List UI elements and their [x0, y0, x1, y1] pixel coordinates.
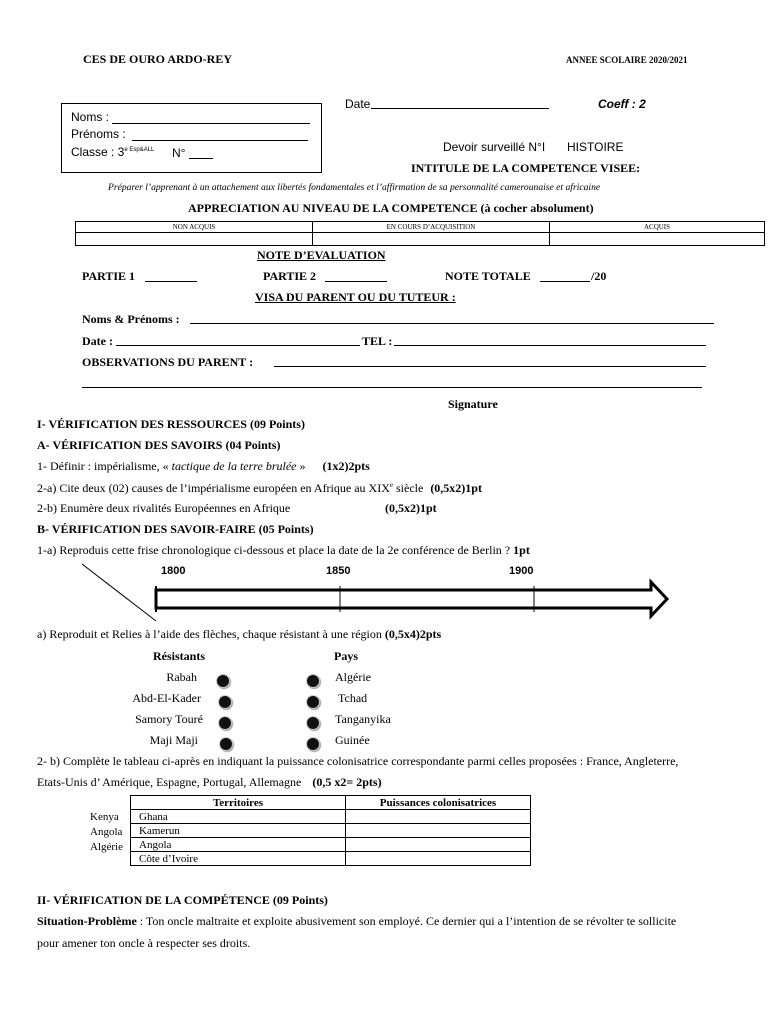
- partie1-label: PARTIE 1: [82, 269, 136, 283]
- resistants-header: Résistants: [153, 649, 206, 663]
- matiere: HISTOIRE: [567, 140, 624, 154]
- answer-ghana[interactable]: [346, 810, 531, 824]
- pays-algerie: Algérie: [335, 670, 371, 684]
- situation-probleme-line1: Situation-Problème : Ton oncle maltraite et exploite abusivement son employé. Ce dernier qui a l’intention de se révolter te sollicite: [37, 914, 677, 928]
- territoire-ghana: Ghana: [131, 810, 346, 824]
- question-2b: 2-b) Enumère deux rivalités Européennes en Afrique: [37, 501, 291, 515]
- school-year: ANNEE SCOLAIRE 2020/2021: [566, 55, 688, 65]
- answer-cote-divoire[interactable]: [346, 852, 531, 866]
- answer-angola[interactable]: [346, 838, 531, 852]
- visa-title: VISA DU PARENT OU DU TUTEUR :: [255, 290, 456, 304]
- partB-title: B- VÉRIFICATION DES SAVOIR-FAIRE (05 Points): [37, 522, 314, 536]
- q2b-instruction-line2: Etats-Unis d’ Amérique, Espagne, Portugal, Allemagne (0,5 x2= 2pts): [37, 775, 382, 789]
- territoires-table: [130, 795, 531, 866]
- col-acquis: ACQUIS: [550, 222, 765, 233]
- timeline-label-1800: 1800: [161, 565, 186, 577]
- appreciation-title: APPRECIATION AU NIVEAU DE LA COMPETENCE (à cocher absolument): [188, 201, 594, 215]
- classe-label: Classe : $3^{e Esp\&ALL}$: [71, 145, 155, 159]
- partA-title: A- VÉRIFICATION DES SAVOIRS (04 Points): [37, 438, 281, 452]
- timeline-label-1850: 1850: [326, 565, 351, 577]
- competence-text: Préparer l’apprenant à un attachement aux libertés fondamentales et l’affirmation de sa personnalité camerounaise et africaine: [108, 182, 601, 193]
- resistant-maji-maji: Maji Maji: [149, 733, 198, 747]
- territoire-cote-divoire: Côte d’Ivoire: [131, 852, 346, 866]
- question-1: 1- Définir : impérialisme, « tactique de la terre brulée » (1x2)2pts: [37, 459, 370, 473]
- right-dot-4[interactable]: [306, 737, 320, 751]
- diagonal-stroke: [82, 564, 156, 621]
- date-label: Date: [345, 97, 371, 111]
- header-territoires: Territoires: [131, 796, 346, 810]
- matching-instruction: a) Reproduit et Relies à l’aide des flèches, chaque résistant à une région (0,5x4)2pts: [37, 627, 442, 641]
- signature-label: Signature: [448, 397, 498, 411]
- pays-tanganyika: Tanganyika: [335, 712, 391, 726]
- resistant-rabah: Rabah: [166, 670, 197, 684]
- right-dot-1[interactable]: [306, 674, 320, 688]
- coeff: Coeff : 2: [598, 97, 646, 111]
- section1-title: I- VÉRIFICATION DES RESSOURCES (09 Points): [37, 417, 305, 431]
- competence-title: INTITULE DE LA COMPETENCE VISEE:: [411, 161, 641, 175]
- left-dot-2[interactable]: [218, 695, 232, 709]
- question-1a: 1-a) Reproduis cette frise chronologique ci-dessous et place la date de la 2e conférence de Berlin ? 1pt: [37, 543, 530, 557]
- right-dot-2[interactable]: [306, 695, 320, 709]
- outside-label-angola: Angola: [90, 826, 123, 838]
- resistant-abd-el-kader: Abd-El-Kader: [132, 691, 201, 705]
- answer-kamerun[interactable]: [346, 824, 531, 838]
- note-sur: /20: [591, 269, 607, 283]
- pays-tchad: Tchad: [338, 691, 368, 705]
- right-dot-3[interactable]: [306, 716, 320, 730]
- partie2-label: PARTIE 2: [263, 269, 317, 283]
- resistant-samory-toure: Samory Touré: [135, 712, 203, 726]
- outside-label-kenya: Kenya: [90, 811, 119, 823]
- header-puissances: Puissances colonisatrices: [346, 796, 531, 810]
- col-non-acquis: NON ACQUIS: [76, 222, 313, 233]
- left-dot-1[interactable]: [216, 674, 230, 688]
- section2-title: II- VÉRIFICATION DE LA COMPÉTENCE (09 Points): [37, 893, 328, 907]
- col-en-cours: EN COURS D’ACQUISITION: [313, 222, 550, 233]
- visa-date-label: Date :: [82, 334, 113, 348]
- territoire-angola: Angola: [131, 838, 346, 852]
- left-dot-3[interactable]: [218, 716, 232, 730]
- prenoms-label: Prénoms :: [71, 127, 126, 141]
- q2b-instruction-line1: 2- b) Complète le tableau ci-après en indiquant la puissance colonisatrice correspondante parmi celles proposées : France, Angleterre,: [37, 754, 679, 768]
- visa-observations-label: OBSERVATIONS DU PARENT :: [82, 355, 254, 369]
- situation-probleme-line2: pour amener ton oncle à respecter ses droits.: [37, 936, 251, 950]
- left-dot-4[interactable]: [219, 737, 233, 751]
- evaluation-title: NOTE D’EVALUATION: [257, 248, 386, 262]
- visa-tel-label: TEL :: [362, 334, 393, 348]
- pays-header: Pays: [334, 649, 358, 663]
- question-2a: 2-a) Cite deux (02) causes de l’impérialisme européen en Afrique au XIXe siècle (0,5x2)1pt: [37, 481, 482, 495]
- pays-guinee: Guinée: [335, 733, 370, 747]
- devoir-label: Devoir surveillé N°I: [443, 140, 546, 154]
- territoire-kamerun: Kamerun: [131, 824, 346, 838]
- visa-noms-label: Noms & Prénoms :: [82, 312, 180, 326]
- question-2b-points: (0,5x2)1pt: [385, 501, 437, 515]
- outside-label-algerie: Algérie: [90, 841, 123, 853]
- noms-label: Noms :: [71, 110, 110, 124]
- timeline-arrow: [156, 582, 667, 616]
- school-name: CES DE OURO ARDO-REY: [83, 52, 233, 66]
- note-totale-label: NOTE TOTALE: [445, 269, 531, 283]
- timeline-label-1900: 1900: [509, 565, 534, 577]
- numero-label: N°: [172, 146, 186, 160]
